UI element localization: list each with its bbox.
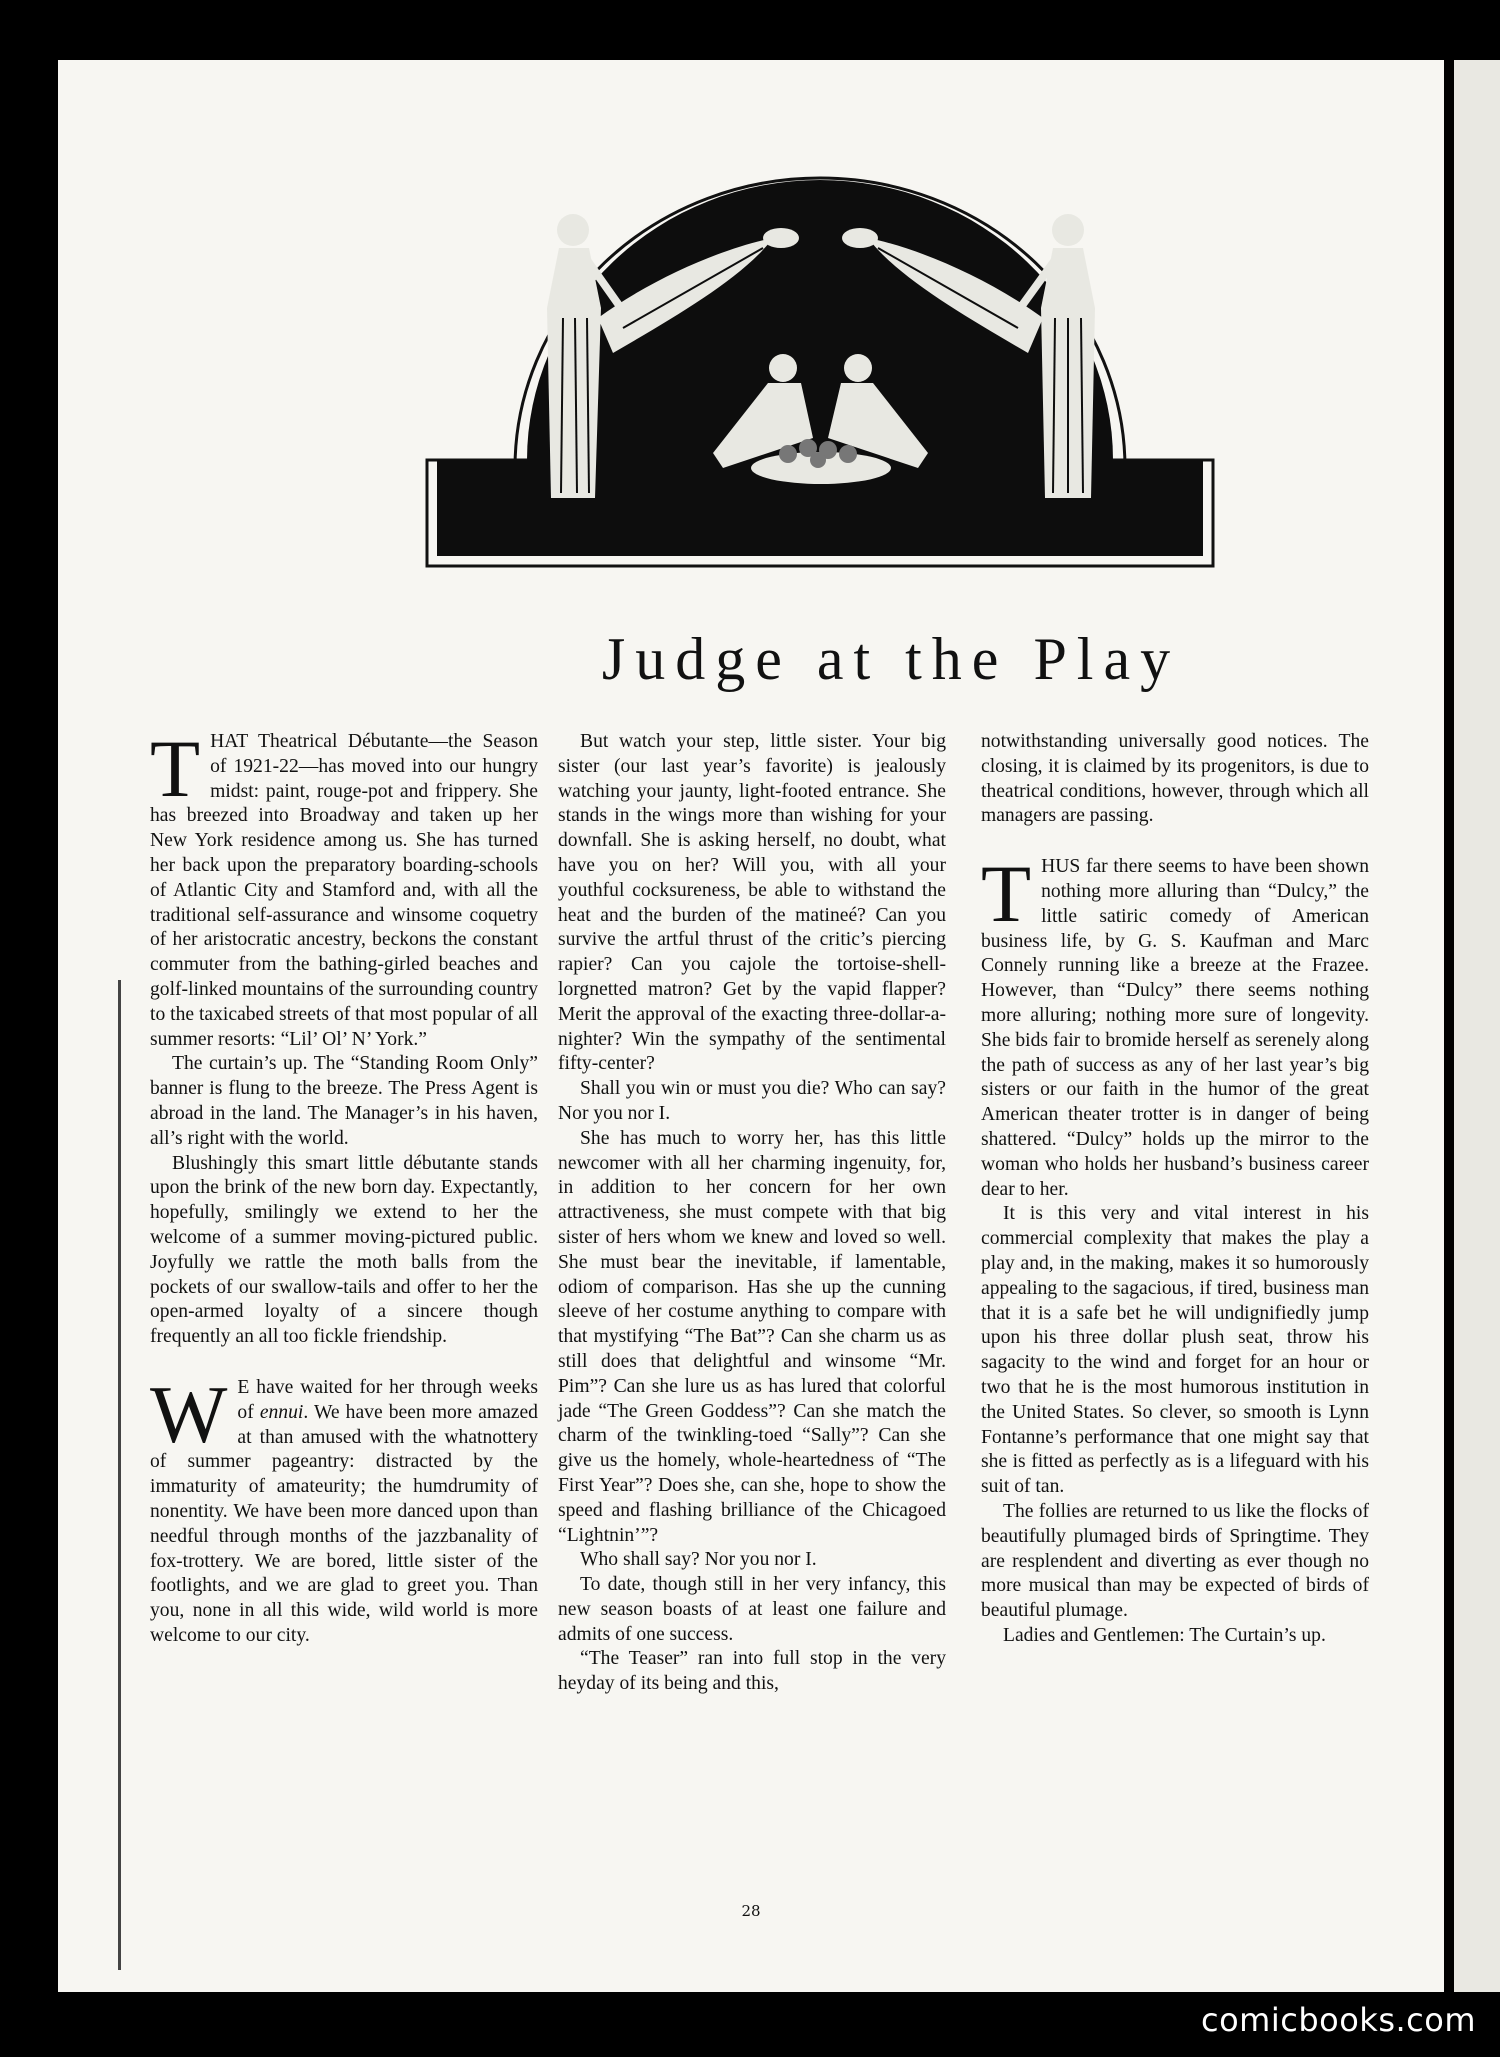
adjacent-page-edge	[1448, 60, 1500, 1992]
paragraph: She has much to worry her, has this little newcomer with all her charming ingenuity, for, in addition to her concern for her own attractiveness, she must compete with that big sister of hers whom we knew and loved so well. She must bear the inevitable, if lamentable, odiom of comparison. Has she up the cunning sleeve of her costume anything to compare with that mystifying “The Bat”? Can she charm us as still does that delightful and winsome “Mr. Pim”? Can she lure us as has lured that colorful jade “The Green Goddess”? Can she match the charm of the twinkling-toed “Sally”? Can she give us the homely, whole-heartedness of “The First Year”? Does she, can she, hope to show the speed and flashing brilliance of the Chicagoed “Lightnin’”?	[558, 1127, 946, 1546]
site-watermark: comicbooks.com	[1200, 2001, 1476, 2039]
paragraph: “The Teaser” ran into full stop in the very heyday of its being and this,	[558, 1648, 946, 1695]
paragraph: Who shall say? Nor you nor I.	[580, 1549, 817, 1571]
magazine-page	[58, 60, 1444, 1992]
page-title: Judge at the Play	[601, 626, 1181, 692]
drop-cap: W	[150, 1368, 228, 1460]
page-number: 28	[741, 1902, 761, 1920]
art-deco-banner-icon	[423, 168, 1217, 572]
article-column-3	[981, 730, 1369, 1649]
article-column-1	[150, 723, 539, 1649]
drop-cap: T	[150, 723, 201, 814]
paragraph: To date, though still in her very infancy, this new season boasts of at least one failure and admits of one success.	[558, 1574, 946, 1645]
paragraph: notwithstanding universally good notices. The closing, it is claimed by its progenitors, is due to theatrical conditions, however, through which all managers are passing.	[981, 731, 1369, 827]
paragraph: It is this very and vital interest in his commercial complexity that makes the play a play and, in the making, makes it so humorously appealing to the sagacious, if tired, business man that it is a safe bet he will undignifiedly jump upon his three dollar plush seat, throw his sagacity to the wind and forget for an hour or two that he is the most humorous institution in the United States. So clever, so smooth is Lynn Fontanne’s performance that one might say that she is fitted as perfectly as is a lifeguard with his suit of tan.	[981, 1203, 1369, 1498]
paragraph: Ladies and Gentlemen: The Curtain’s up.	[1003, 1624, 1326, 1646]
page-gutter-shadow	[118, 980, 121, 1970]
paragraph: W E have waited for her through weeks of ennui. We have been more amazed at than amused with the whatnottery of summer pageantry: distracted by the immaturity of amateurity; the humdrumity of nonentity. We have been more danced upon than needful through months of the jazzbanality of fox-trottery. We are bored, little sister of the footlights, and we are glad to greet you. Than you, none in all this wide, wild world is more welcome to our city.	[150, 1368, 538, 1646]
paragraph: THAT Theatrical Débutante—the Season of 1921-22—has moved into our hungry midst: paint, rouge-pot and frippery. She has breezed into Broadway and taken up her New York residence among us. She has turned her back upon the preparatory boarding-schools of Atlantic City and Stamford and, with all the traditional self-assurance and winsome coquetry of her aristocratic ancestry, beckons the constant commuter from the bathing-girled beaches and golf-linked mountains of the surrounding country to the taxicabed streets of that most popular of all summer resorts: “Lil’ Ol’ N’ York.”	[150, 723, 539, 1050]
paragraph: The curtain’s up. The “Standing Room Only” banner is flung to the breeze. The Press Agent is abroad in the land. The Manager’s in his haven, all’s right with the world.	[150, 1053, 538, 1149]
paragraph: Shall you win or must you die? Who can say? Nor you nor I.	[558, 1078, 946, 1124]
article-column-2	[558, 730, 946, 1697]
paragraph: The follies are returned to us like the flocks of beautifully plumaged birds of Springtime. They are resplendent and diverting as ever though no more musical than may be expected of birds of beautiful plumage.	[981, 1500, 1369, 1622]
drop-cap: T	[981, 848, 1032, 940]
paragraph: Blushingly this smart little débutante stands upon the brink of the new born day. Expectantly, hopefully, smilingly we extend to her the welcome of a summer moving-pictured public. Joyfully we rattle the moth balls from the pockets of our swallow-tails and offer to her the open-armed loyalty of a sincere though frequently an all too fickle friendship.	[150, 1152, 538, 1348]
paragraph: THUS far there seems to have been shown nothing more alluring than “Dulcy,” the little satiric comedy of American business life, by G. S. Kaufman and Marc Connely running like a breeze at the Frazee. However, than “Dulcy” there seems nothing more alluring; nothing more sure of longevity. She bids fair to bromide herself as serenely along the path of success as any of her last year’s big sisters or our faith in the humor of the great American theater trotter is in danger of being shattered. “Dulcy” holds up the mirror to the woman who holds her husband’s business career dear to her.	[981, 848, 1369, 1200]
paragraph: But watch your step, little sister. Your big sister (our last year’s favorite) is jealously watching your jaunty, light-footed entrance. She stands in the wings more than wishing for your downfall. She is asking herself, no doubt, what have you on her? Will you, with all your youthful cocksureness, be able to withstand the heat and the burden of the matineé? Can you survive the artful thrust of the critic’s piercing rapier? Can you cajole the tortoise-shell-lorgnetted matron? Get by the vapid flapper? Merit the approval of the exacting three-dollar-a-nighter? Win the sympathy of the sentimental fifty-center?	[558, 731, 946, 1075]
